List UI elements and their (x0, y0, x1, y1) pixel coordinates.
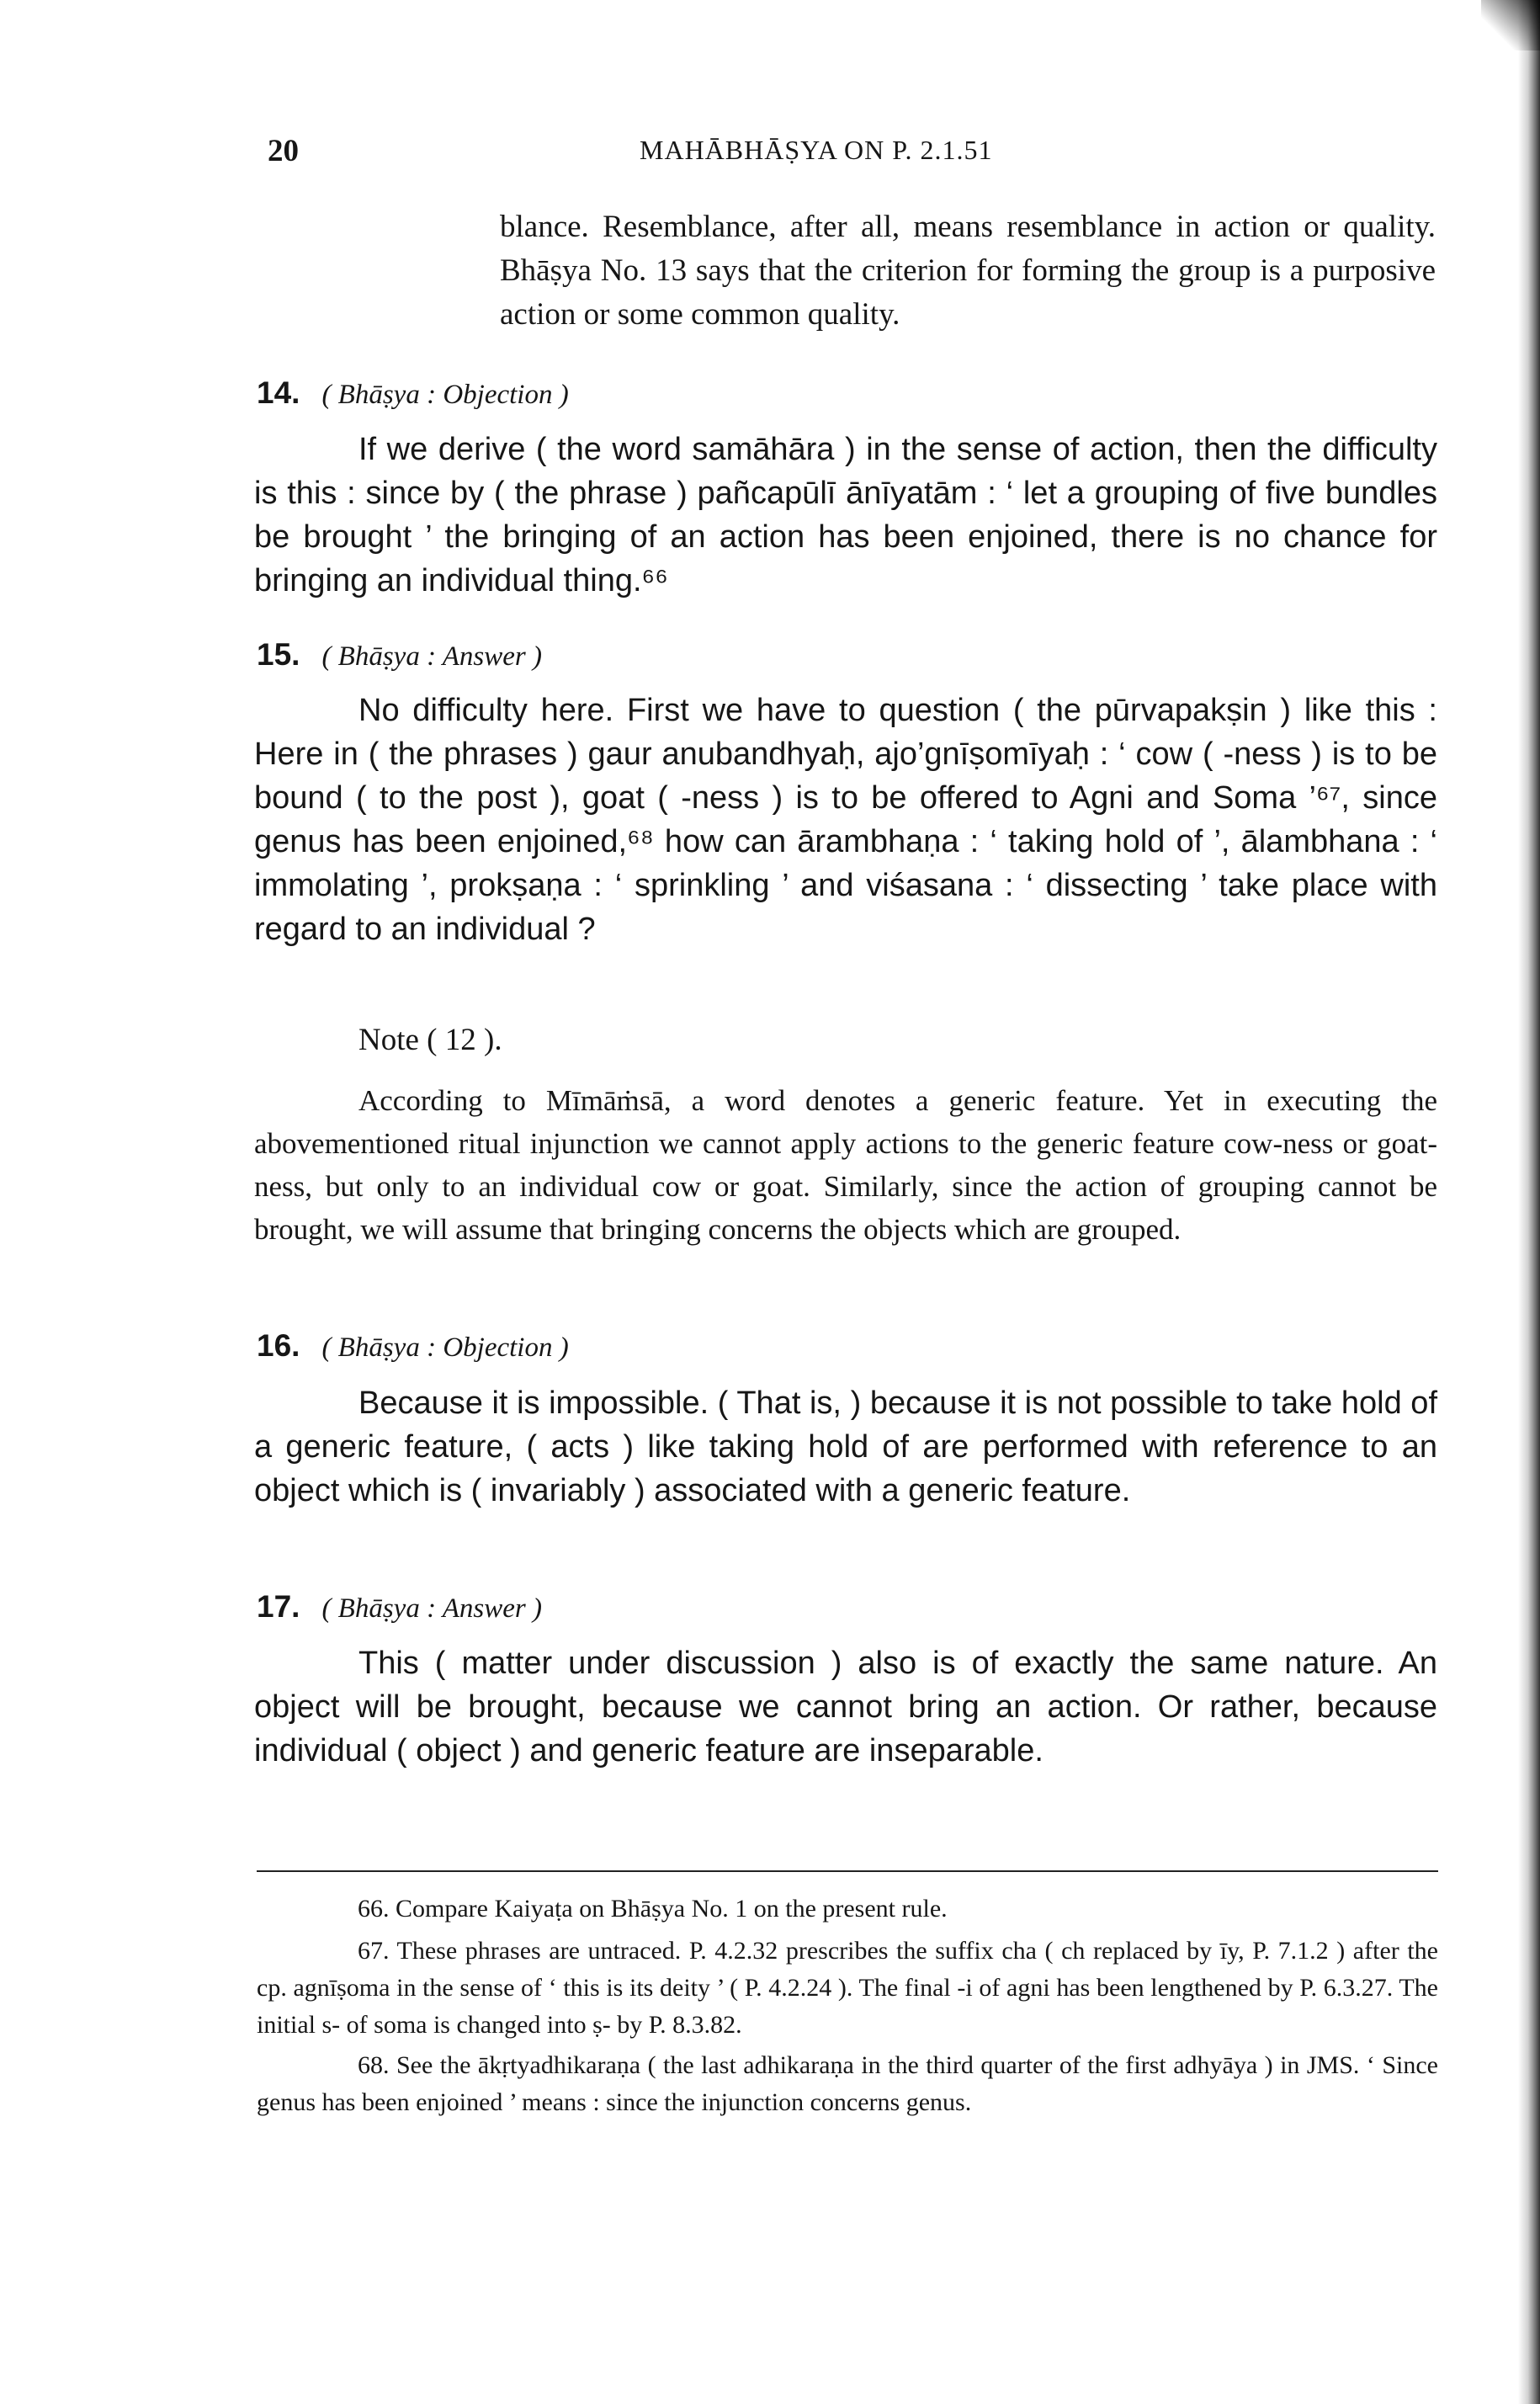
running-title: MAHĀBHĀṢYA ON P. 2.1.51 (640, 135, 993, 165)
page-corner-shadow (1481, 0, 1540, 51)
section-15-body (254, 689, 1437, 951)
continued-paragraph (500, 205, 1436, 337)
section-15-text: No difficulty here. First we have to question ( the pūrvapakṣin ) like this : Here in ( the phrases ) gaur anubandhyaḥ, ajo’gnīṣomīyaḥ : ‘ cow ( -ness ) is to be bound ( to the post ), goat ( -ness ) is to be offered to Agni and Soma ’⁶⁷, since genus has been enjoined,⁶⁸ how can ārambhaṇa : ‘ taking hold of ’, ālambhana : ‘ immolating ’, prokṣaṇa : ‘ sprinkling ’ and viśasana : ‘ dissecting ’ take place with regard to an individual ? (254, 693, 1437, 947)
section-number: 15. (257, 637, 300, 672)
continued-paragraph-text: blance. Resemblance, after all, means resemblance in action or quality. Bhāṣya No. 13 says that the criterion for forming the group is a purposive action or some common quality. (500, 210, 1436, 332)
section-16-heading (257, 1328, 569, 1364)
section-15-heading (257, 637, 542, 673)
section-label: ( Bhāṣya : Answer ) (321, 641, 542, 672)
note-body (254, 1079, 1437, 1251)
section-label: ( Bhāṣya : Objection ) (321, 380, 569, 410)
note-heading: Note ( 12 ). (358, 1023, 502, 1057)
footnote-67: 67. These phrases are untraced. P. 4.2.32 prescribes the suffix cha ( ch replaced by īy, P. 7.1.2 ) after the cp. agnīṣoma in the sense of ‘ this is its deity ’ ( P. 4.2.24 ). The final -i of agni has been lengthened by P. 6.3.27. The initial s- of soma is changed into ṣ- by P. 8.3.82. (257, 1937, 1438, 2039)
section-17-text: This ( matter under discussion ) also is of exactly the same nature. An object will be brought, because we cannot bring an action. Or rather, because individual ( object ) and generic feature are inseparable. (254, 1646, 1437, 1768)
section-14-body (254, 428, 1437, 603)
section-14-heading (257, 375, 569, 411)
footnote-divider (257, 1870, 1438, 1872)
page-number: 20 (268, 134, 299, 168)
section-label: ( Bhāṣya : Objection ) (321, 1332, 569, 1363)
page-header (0, 133, 1540, 175)
section-number: 17. (257, 1589, 300, 1624)
page-edge-shadow (1518, 0, 1540, 2404)
note-text: According to Mīmāṁsā, a word denotes a generic feature. Yet in executing the abovementioned ritual injunction we cannot apply actions to the generic feature cow-ness or goat-ness, but only to an individual cow or goat. Similarly, since the action of grouping cannot be brought, we will assume that bringing concerns the objects which are grouped. (254, 1084, 1437, 1246)
section-16-text: Because it is impossible. ( That is, ) because it is not possible to take hold of a generic feature, ( acts ) like taking hold of are performed with reference to an object which is ( invariably ) associated with a generic feature. (254, 1385, 1437, 1508)
section-17-body (254, 1641, 1437, 1773)
section-14-text: If we derive ( the word samāhāra ) in the sense of action, then the difficulty is this : since by ( the phrase ) pañcapūlī ānīyatām : ‘ let a grouping of five bundles be brought ’ the bringing of an action has been enjoined, there is no chance for bringing an individual thing.⁶⁶ (254, 432, 1437, 598)
section-label: ( Bhāṣya : Answer ) (321, 1593, 542, 1624)
section-16-body (254, 1381, 1437, 1513)
section-number: 14. (257, 375, 300, 410)
section-17-heading (257, 1589, 542, 1625)
footnote-68: 68. See the ākṛtyadhikaraṇa ( the last adhikaraṇa in the third quarter of the first adhyāya ) in JMS. ‘ Since genus has been enjoined ’ means : since the injunction concerns genus. (257, 2051, 1438, 2116)
footnote-66: 66. Compare Kaiyaṭa on Bhāṣya No. 1 on the present rule. (358, 1895, 948, 1923)
section-number: 16. (257, 1328, 300, 1363)
